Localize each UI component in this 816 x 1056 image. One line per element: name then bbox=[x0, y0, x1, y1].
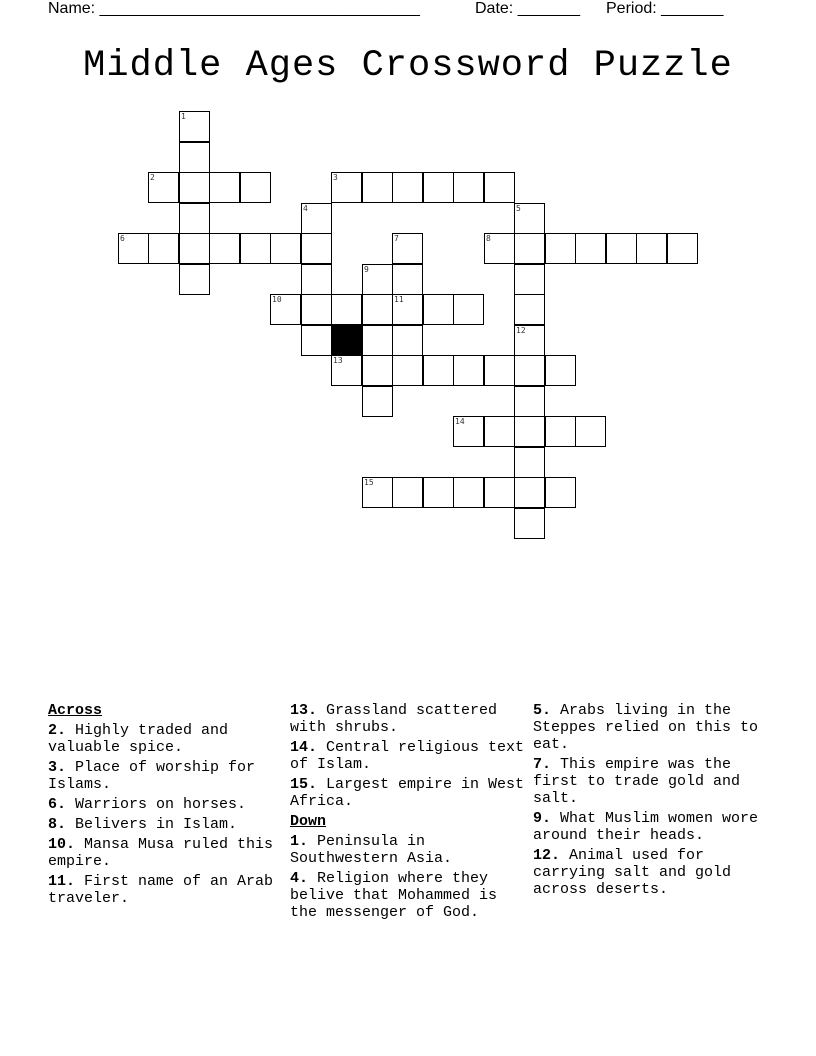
clue-number-label: 10 bbox=[272, 295, 282, 304]
clue-text: First name of an Arab traveler. bbox=[48, 873, 274, 907]
clue-number-label: 2 bbox=[150, 173, 155, 182]
grid-cell[interactable] bbox=[301, 233, 332, 264]
grid-cell[interactable] bbox=[362, 264, 393, 295]
grid-cell[interactable] bbox=[423, 477, 454, 508]
clue-column-2 bbox=[290, 702, 530, 924]
grid-cell[interactable] bbox=[514, 264, 545, 295]
clue-number: 15. bbox=[290, 776, 318, 793]
grid-cell[interactable] bbox=[545, 355, 576, 386]
grid-cell[interactable] bbox=[301, 325, 332, 356]
clue-text: Highly traded and valuable spice. bbox=[48, 722, 229, 756]
grid-cell[interactable] bbox=[545, 416, 576, 447]
grid-cell[interactable] bbox=[453, 477, 484, 508]
clue-number: 5. bbox=[533, 702, 552, 719]
clue-number: 9. bbox=[533, 810, 552, 827]
grid-cell[interactable] bbox=[362, 355, 393, 386]
grid-cell[interactable] bbox=[484, 233, 515, 264]
grid-cell[interactable] bbox=[575, 233, 606, 264]
grid-cell[interactable] bbox=[514, 203, 545, 234]
clue-number: 2. bbox=[48, 722, 67, 739]
grid-cell[interactable] bbox=[484, 172, 515, 203]
clue-number: 12. bbox=[533, 847, 561, 864]
clue-text: Peninsula in Southwestern Asia. bbox=[290, 833, 453, 867]
grid-cell[interactable] bbox=[179, 264, 210, 295]
clue-text: Place of worship for Islams. bbox=[48, 759, 256, 793]
clue-number: 11. bbox=[48, 873, 76, 890]
clue-text: Religion where they belive that Mohammed is the messenger of God. bbox=[290, 870, 498, 921]
grid-cell[interactable] bbox=[423, 172, 454, 203]
across-heading: Across bbox=[48, 702, 103, 719]
grid-cell[interactable] bbox=[392, 477, 423, 508]
clue-column-1 bbox=[48, 702, 288, 910]
grid-cell[interactable] bbox=[545, 477, 576, 508]
grid-cell[interactable] bbox=[148, 233, 179, 264]
clue-across-6 bbox=[48, 796, 288, 813]
grid-cell[interactable] bbox=[453, 355, 484, 386]
grid-cell[interactable] bbox=[331, 294, 362, 325]
clue-number-label: 11 bbox=[394, 295, 404, 304]
grid-cell[interactable] bbox=[331, 172, 362, 203]
grid-cell[interactable] bbox=[453, 172, 484, 203]
clue-number: 4. bbox=[290, 870, 309, 887]
clue-across-13 bbox=[290, 702, 530, 736]
grid-cell[interactable] bbox=[575, 416, 606, 447]
grid-cell[interactable] bbox=[636, 233, 667, 264]
clue-text: Animal used for carrying salt and gold across deserts. bbox=[533, 847, 732, 898]
grid-cell[interactable] bbox=[270, 294, 301, 325]
clue-number-label: 8 bbox=[486, 234, 491, 243]
down-heading: Down bbox=[290, 813, 327, 830]
shaded-block bbox=[331, 325, 362, 356]
clue-across-8 bbox=[48, 816, 288, 833]
grid-cell[interactable] bbox=[392, 355, 423, 386]
grid-cell[interactable] bbox=[179, 172, 210, 203]
clue-number-label: 6 bbox=[120, 234, 125, 243]
grid-cell[interactable] bbox=[392, 233, 423, 264]
clue-text: Warriors on horses. bbox=[75, 796, 247, 813]
grid-cell[interactable] bbox=[423, 355, 454, 386]
grid-cell[interactable] bbox=[179, 111, 210, 142]
clue-text: Belivers in Islam. bbox=[75, 816, 238, 833]
clue-number-label: 14 bbox=[455, 417, 465, 426]
clue-text: Central religious text of Islam. bbox=[290, 739, 525, 773]
grid-cell[interactable] bbox=[179, 203, 210, 234]
grid-cell[interactable] bbox=[301, 203, 332, 234]
clue-across-11 bbox=[48, 873, 288, 907]
clue-number: 10. bbox=[48, 836, 76, 853]
date-field[interactable]: Date: _______ bbox=[475, 0, 580, 17]
clue-down-12 bbox=[533, 847, 773, 898]
clue-number: 13. bbox=[290, 702, 318, 719]
grid-cell[interactable] bbox=[514, 294, 545, 325]
clue-number-label: 5 bbox=[516, 204, 521, 213]
grid-cell[interactable] bbox=[240, 172, 271, 203]
grid-cell[interactable] bbox=[301, 264, 332, 295]
clue-text: This empire was the first to trade gold and salt. bbox=[533, 756, 741, 807]
grid-cell[interactable] bbox=[362, 172, 393, 203]
clue-text: Mansa Musa ruled this empire. bbox=[48, 836, 274, 870]
grid-cell[interactable] bbox=[423, 294, 454, 325]
grid-cell[interactable] bbox=[514, 477, 545, 508]
grid-cell[interactable] bbox=[545, 233, 576, 264]
grid-cell[interactable] bbox=[392, 294, 423, 325]
clue-number-label: 1 bbox=[181, 112, 186, 121]
clue-number: 6. bbox=[48, 796, 67, 813]
grid-cell[interactable] bbox=[118, 233, 149, 264]
grid-cell[interactable] bbox=[362, 477, 393, 508]
clue-text: Arabs living in the Steppes relied on this to eat. bbox=[533, 702, 759, 753]
grid-cell[interactable] bbox=[240, 233, 271, 264]
grid-cell[interactable] bbox=[392, 264, 423, 295]
clue-across-2 bbox=[48, 722, 288, 756]
grid-cell[interactable] bbox=[179, 142, 210, 173]
name-field[interactable]: Name: ____________________________________ bbox=[48, 0, 420, 17]
clue-number-label: 15 bbox=[364, 478, 374, 487]
clue-column-3 bbox=[533, 702, 773, 901]
grid-cell[interactable] bbox=[209, 172, 240, 203]
clue-down-4 bbox=[290, 870, 530, 921]
grid-cell[interactable] bbox=[484, 416, 515, 447]
clue-down-1 bbox=[290, 833, 530, 867]
puzzle-title: Middle Ages Crossword Puzzle bbox=[83, 45, 733, 87]
grid-cell[interactable] bbox=[362, 386, 393, 417]
grid-cell[interactable] bbox=[484, 477, 515, 508]
grid-cell[interactable] bbox=[453, 294, 484, 325]
clue-number-label: 9 bbox=[364, 265, 369, 274]
clue-number: 1. bbox=[290, 833, 309, 850]
grid-cell[interactable] bbox=[392, 325, 423, 356]
grid-cell[interactable] bbox=[270, 233, 301, 264]
clue-number: 3. bbox=[48, 759, 67, 776]
grid-cell[interactable] bbox=[301, 294, 332, 325]
clue-number-label: 4 bbox=[303, 204, 308, 213]
grid-cell[interactable] bbox=[179, 233, 210, 264]
clue-text: Largest empire in West Africa. bbox=[290, 776, 525, 810]
grid-cell[interactable] bbox=[606, 233, 637, 264]
grid-cell[interactable] bbox=[392, 172, 423, 203]
clue-across-3 bbox=[48, 759, 288, 793]
clue-down-9 bbox=[533, 810, 773, 844]
clue-across-15 bbox=[290, 776, 530, 810]
grid-cell[interactable] bbox=[514, 447, 545, 478]
clue-number-label: 7 bbox=[394, 234, 399, 243]
clue-text: Grassland scattered with shrubs. bbox=[290, 702, 498, 736]
period-field[interactable]: Period: _______ bbox=[606, 0, 724, 17]
grid-cell[interactable] bbox=[514, 386, 545, 417]
grid-cell[interactable] bbox=[514, 508, 545, 539]
clue-number: 14. bbox=[290, 739, 318, 756]
clue-across-10 bbox=[48, 836, 288, 870]
grid-cell[interactable] bbox=[514, 233, 545, 264]
clue-number: 7. bbox=[533, 756, 552, 773]
grid-cell[interactable] bbox=[514, 355, 545, 386]
grid-cell[interactable] bbox=[331, 355, 362, 386]
clue-down-7 bbox=[533, 756, 773, 807]
grid-cell[interactable] bbox=[209, 233, 240, 264]
grid-cell[interactable] bbox=[667, 233, 698, 264]
clue-down-5 bbox=[533, 702, 773, 753]
clue-across-14 bbox=[290, 739, 530, 773]
grid-cell[interactable] bbox=[453, 416, 484, 447]
clue-text: What Muslim women wore around their heads. bbox=[533, 810, 759, 844]
grid-cell[interactable] bbox=[362, 325, 393, 356]
grid-cell[interactable] bbox=[514, 416, 545, 447]
clue-number-label: 13 bbox=[333, 356, 343, 365]
clue-number-label: 12 bbox=[516, 326, 526, 335]
grid-cell[interactable] bbox=[148, 172, 179, 203]
grid-cell[interactable] bbox=[514, 325, 545, 356]
clue-number: 8. bbox=[48, 816, 67, 833]
grid-cell[interactable] bbox=[362, 294, 393, 325]
grid-cell[interactable] bbox=[484, 355, 515, 386]
clue-number-label: 3 bbox=[333, 173, 338, 182]
